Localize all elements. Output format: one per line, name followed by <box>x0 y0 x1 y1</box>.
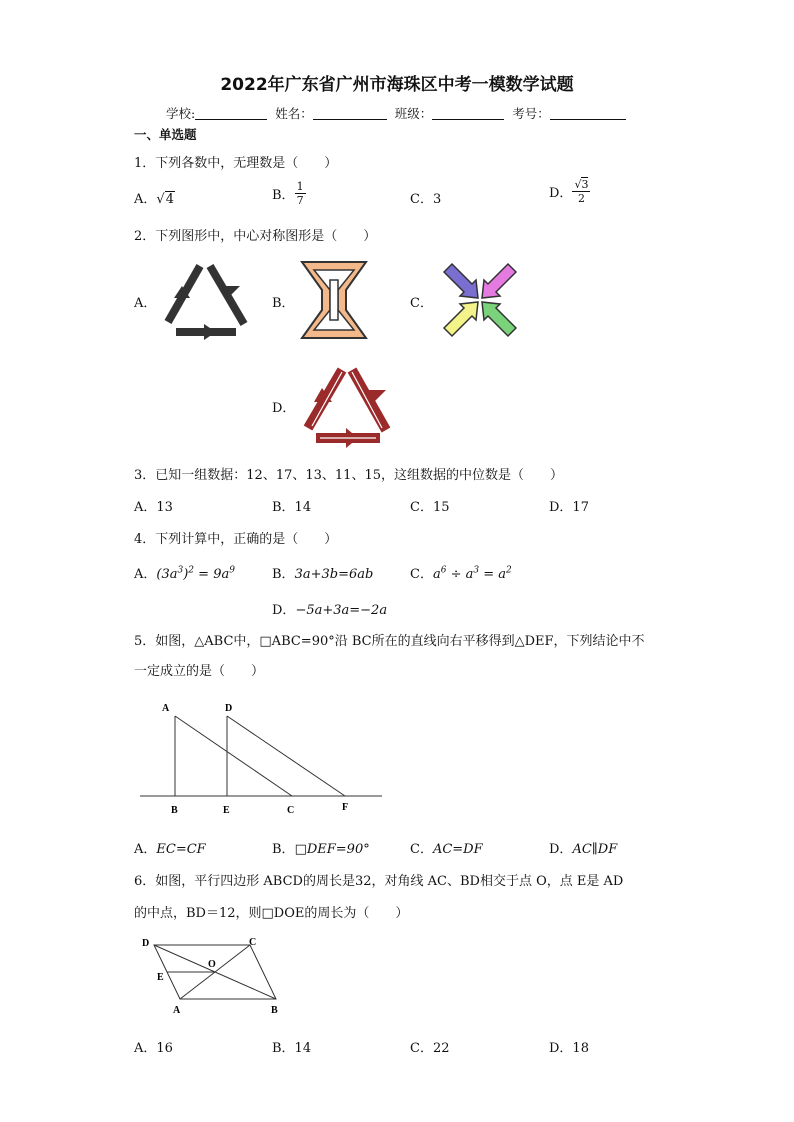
q2-option-b-label[interactable]: B． <box>272 296 295 311</box>
q6-stem-line1: 6．如图，平行四边形 ABCD的周长是32，对角线 AC、BD相交于点 O，点 E是 AD <box>134 874 624 889</box>
name-blank[interactable] <box>313 107 387 120</box>
q4-option-a[interactable]: A．$(3a^3)^2 = 9a^9$ <box>134 565 235 582</box>
q3-option-b[interactable]: B．14 <box>272 500 312 515</box>
number-blank[interactable] <box>550 107 626 120</box>
q2-option-c-label[interactable]: C． <box>410 296 433 311</box>
q3-option-a[interactable]: A．13 <box>134 500 173 515</box>
q5-stem-line1: 5．如图，△ABC中，□ABC=90°沿 BC所在的直线向右平移得到△DEF，下列结论中不 <box>134 634 645 649</box>
q5-label-b: B <box>171 805 178 816</box>
q3-option-d[interactable]: D．17 <box>549 500 589 515</box>
q6-label-o: O <box>208 959 216 970</box>
q6-option-a[interactable]: A．16 <box>134 1041 173 1056</box>
q6-label-e: E <box>157 972 164 983</box>
q6-label-c: C <box>249 937 257 948</box>
q4-option-b[interactable]: B．3a+3b=6ab <box>272 567 374 582</box>
q5-stem-line2: 一定成立的是（ ） <box>134 664 265 679</box>
student-info-line <box>166 104 630 122</box>
q6-label-b: B <box>271 1005 278 1016</box>
q1-stem: 1．下列各数中，无理数是（ ） <box>134 156 338 171</box>
q5-label-a: A <box>162 703 170 714</box>
q2-option-a-label[interactable]: A． <box>134 296 157 311</box>
q3-option-c[interactable]: C．15 <box>410 500 450 515</box>
q6-label-a: A <box>173 1005 181 1016</box>
q6-label-d: D <box>142 938 150 949</box>
number-label: 考号： <box>512 106 550 121</box>
q5-option-b[interactable]: B．□DEF=90° <box>272 842 370 857</box>
hourglass-icon[interactable] <box>298 258 370 342</box>
class-label: 班级： <box>394 106 433 121</box>
q5-triangle-diagram <box>140 700 385 820</box>
q4-option-d[interactable]: D．−5a+3a=−2a <box>272 603 388 618</box>
q3-stem: 3．已知一组数据：12、17、13、11、15，这组数据的中位数是（ ） <box>134 468 563 483</box>
q6-option-b[interactable]: B．14 <box>272 1041 312 1056</box>
q6-option-c[interactable]: C．22 <box>410 1041 450 1056</box>
four-arrows-icon[interactable] <box>438 258 522 342</box>
name-label: 姓名： <box>275 106 313 121</box>
q5-label-d: D <box>225 703 233 714</box>
recycle-red-icon[interactable] <box>300 362 394 446</box>
q2-option-d-label[interactable]: D． <box>272 401 296 416</box>
q6-parallelogram-diagram <box>140 935 290 1020</box>
q1-option-a[interactable]: A．√4 <box>134 192 174 207</box>
q2-stem: 2．下列图形中，中心对称图形是（ ） <box>134 229 377 244</box>
q6-option-d[interactable]: D．18 <box>549 1041 589 1056</box>
q5-label-f: F <box>342 802 349 813</box>
section-heading: 一、单选题 <box>134 127 197 142</box>
q5-option-a[interactable]: A．EC=CF <box>134 842 206 857</box>
q5-label-e: E <box>223 805 230 816</box>
q5-option-d[interactable]: D．AC∥DF <box>549 842 618 857</box>
school-blank[interactable] <box>195 107 267 120</box>
q5-option-c[interactable]: C．AC=DF <box>410 842 483 857</box>
q5-label-c: C <box>287 805 295 816</box>
recycle-dark-icon[interactable] <box>160 258 250 338</box>
school-label: 学校: <box>166 106 196 121</box>
page-title: 2022年广东省广州市海珠区中考一模数学试题 <box>220 75 574 95</box>
q1-option-d[interactable]: D． $\frac{√3}{2}$ <box>549 178 589 205</box>
q1-option-c[interactable]: C．3 <box>410 192 442 207</box>
q1-option-b[interactable]: B． $\frac{1}{7}$ <box>272 180 304 207</box>
q6-stem-line2: 的中点，BD＝12，则□DOE的周长为（ ） <box>134 906 409 921</box>
class-blank[interactable] <box>432 107 504 120</box>
q4-stem: 4．下列计算中，正确的是（ ） <box>134 532 338 547</box>
q4-option-c[interactable]: C．$a^6 \div a^3 = a^2$ <box>410 565 512 582</box>
